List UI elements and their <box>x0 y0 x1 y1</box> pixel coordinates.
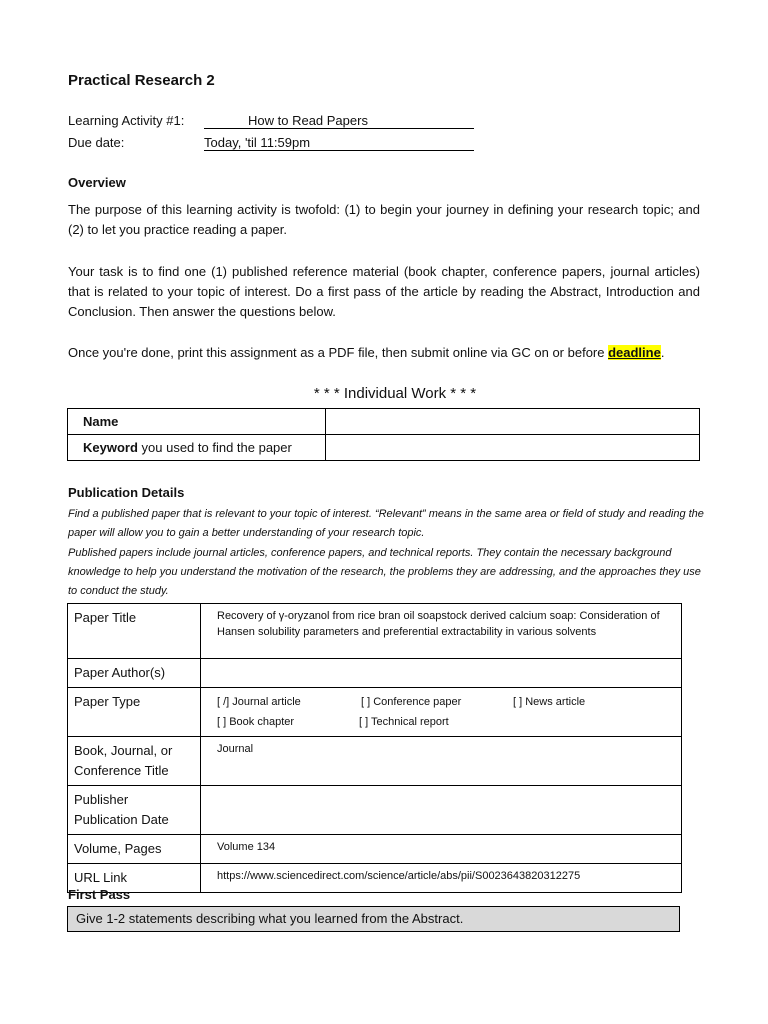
book-journal-value[interactable]: Journal <box>201 737 682 786</box>
paper-type-options <box>201 688 682 737</box>
type-book-checkbox[interactable]: [ ] Book chapter <box>217 716 295 728</box>
page-title: Practical Research 2 <box>68 72 215 89</box>
table-row <box>68 737 682 786</box>
table-row <box>68 864 682 893</box>
first-pass-heading: First Pass <box>68 887 131 902</box>
table-row <box>68 835 682 864</box>
url-value[interactable]: https://www.sciencedirect.com/science/article/abs/pii/S0023643820312275 <box>201 864 682 893</box>
publication-note-1: Find a published paper that is relevant to your topic of interest. “Relevant” means in the same area or field of study and reading the paper will allow you to gain a better understanding of your research topic. <box>68 508 704 539</box>
table-row <box>68 659 682 688</box>
name-field[interactable] <box>326 409 700 435</box>
activity-label: Learning Activity #1: <box>68 113 185 128</box>
type-tech-checkbox[interactable]: [ ] Technical report <box>359 716 449 728</box>
publication-details-heading: Publication Details <box>68 485 185 500</box>
due-date-label: Due date: <box>68 135 125 150</box>
url-label: URL Link <box>68 864 201 893</box>
activity-value: How to Read Papers <box>204 113 474 129</box>
authors-label: Paper Author(s) <box>68 659 201 688</box>
publisher-value[interactable] <box>201 786 682 835</box>
first-pass-prompt: Give 1-2 statements describing what you learned from the Abstract. <box>67 906 680 932</box>
table-row <box>68 435 700 461</box>
publisher-label: Publisher Publication Date <box>68 786 201 835</box>
volume-label: Volume, Pages <box>68 835 201 864</box>
publication-table <box>67 603 682 893</box>
volume-value[interactable]: Volume 134 <box>201 835 682 864</box>
overview-paragraph-2: Your task is to find one (1) published reference material (book chapter, conference papers, journal articles) that is related to your topic of interest. Do a first pass of the article by reading the Abstract, Introduction and Conclusion. Then answer the questions below. <box>68 264 700 319</box>
keyword-label: Keyword you used to find the paper <box>68 435 326 461</box>
table-row <box>68 688 682 737</box>
deadline-highlight: deadline <box>608 345 661 360</box>
paper-type-label: Paper Type <box>68 688 201 737</box>
type-news-checkbox[interactable]: [ ] News article <box>513 696 586 708</box>
paper-title-value[interactable]: Recovery of γ-oryzanol from rice bran oil soapstock derived calcium soap: Consideration of Hansen solubility parameters and preferential extractability in various solvents <box>201 604 682 659</box>
type-conference-checkbox[interactable]: [ ] Conference paper <box>361 696 462 708</box>
identity-table <box>67 408 700 461</box>
table-row <box>68 786 682 835</box>
name-label: Name <box>68 409 326 435</box>
book-journal-label: Book, Journal, or Conference Title <box>68 737 201 786</box>
paper-title-label: Paper Title <box>68 604 201 659</box>
overview-paragraph-3: Once you're done, print this assignment as a PDF file, then submit online via GC on or before deadline. <box>68 345 665 360</box>
table-row <box>68 409 700 435</box>
due-date-value: Today, 'til 11:59pm <box>204 135 474 151</box>
authors-value[interactable] <box>201 659 682 688</box>
type-journal-checkbox[interactable]: [ /] Journal article <box>217 696 301 708</box>
publication-note-2: Published papers include journal articles, conference papers, and technical reports. They contain the necessary background knowledge to help you understand the motivation of the research, the problems they are addressing, and the approaches they use to conduct the study. <box>68 547 701 597</box>
keyword-field[interactable] <box>326 435 700 461</box>
overview-paragraph-1: The purpose of this learning activity is twofold: (1) to begin your journey in defining your research topic; and (2) to let you practice reading a paper. <box>68 202 700 237</box>
overview-heading: Overview <box>68 175 126 190</box>
individual-work-title: * * * Individual Work * * * <box>313 385 477 402</box>
table-row <box>68 604 682 659</box>
